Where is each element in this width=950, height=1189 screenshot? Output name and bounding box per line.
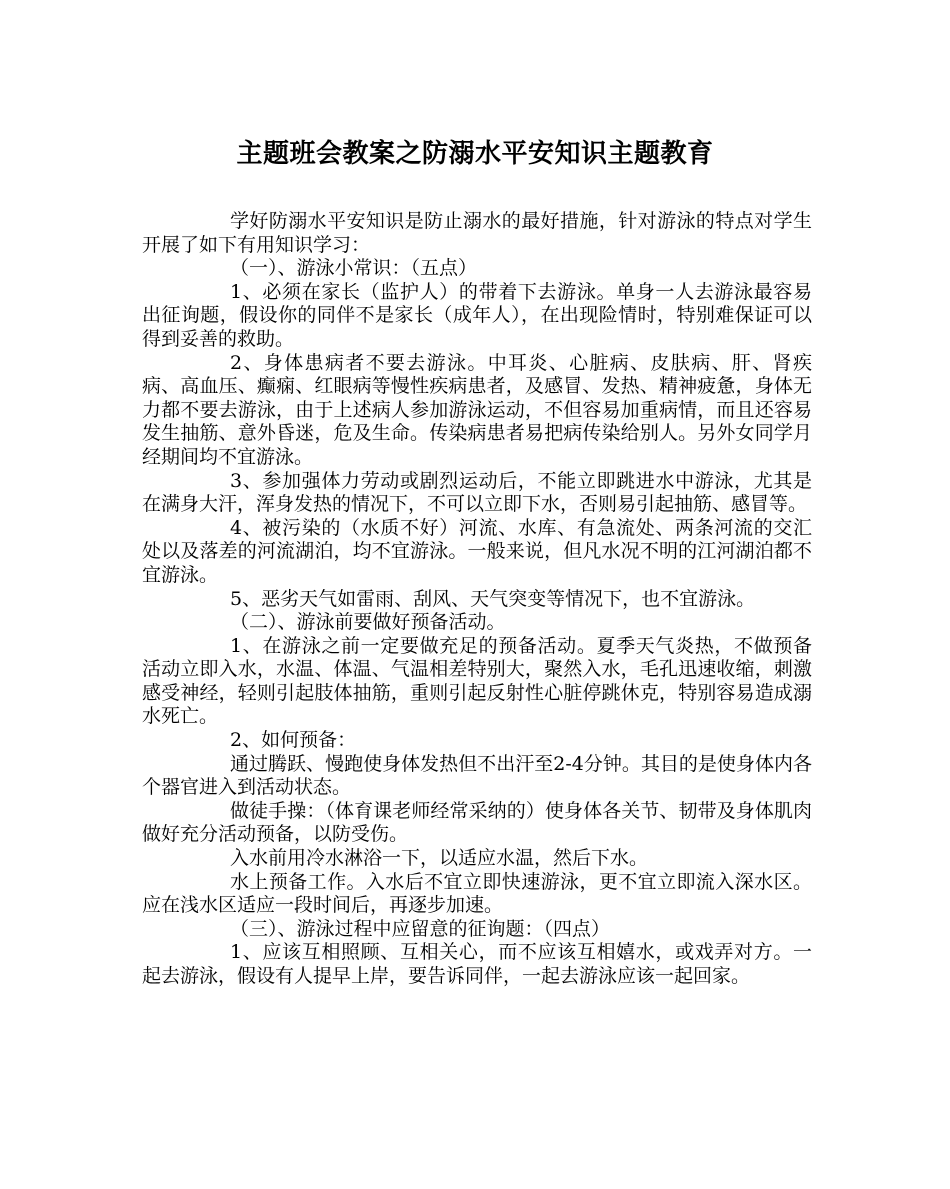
document-title: 主题班会教案之防溺水平安知识主题教育 xyxy=(236,139,714,169)
section-heading: （三）、游泳过程中应留意的征询题：（四点） xyxy=(230,917,611,940)
paragraph: 学好防溺水平安知识是防止溺水的最好措施，针对游泳的特点对学生开展了如下有用知识学习： xyxy=(142,210,812,256)
section-heading: （一）、游泳小常识：（五点） xyxy=(230,257,478,280)
paragraph: 1、必须在家长（监护人）的带着下去游泳。单身一人去游泳最容易出征询题，假设你的同伴不是家长（成年人），在出现险情时，特别难保证可以得到妥善的救助。 xyxy=(142,280,812,350)
paragraph: 1、应该互相照顾、互相关心，而不应该互相嬉水，或戏弄对方。一起去游泳，假设有人提早上岸，要告诉同伴，一起去游泳应该一起回家。 xyxy=(142,941,812,987)
paragraph: 5、恶劣天气如雷雨、刮风、天气突变等情况下，也不宜游泳。 xyxy=(230,587,756,610)
paragraph: 2、身体患病者不要去游泳。中耳炎、心脏病、皮肤病、肝、肾疾病、高血压、癫痫、红眼病等慢性疾病患者，及感冒、发热、精神疲惫，身体无力都不要去游泳，由于上述病人参加游泳运动，不但容易加重病情，而且还容易发生抽筋、意外昏迷，危及生命。传染病患者易把病传染给别人。另外女同学月经期间均不宜游泳。 xyxy=(142,351,812,468)
paragraph: 通过腾跃、慢跑使身体发热但不出汗至2-4分钟。其目的是使身体内各个器官进入到活动状态。 xyxy=(142,752,812,799)
paragraph: 水上预备工作。入水后不宜立即快速游泳，更不宜立即流入深水区。应在浅水区适应一段时间后，再逐步加速。 xyxy=(142,870,812,917)
paragraph: 3、参加强体力劳动或剧烈运动后，不能立即跳进水中游泳，尤其是在满身大汗，浑身发热的情况下，不可以立即下水，否则易引起抽筋、感冒等。 xyxy=(142,469,812,516)
paragraph: 2、如何预备： xyxy=(230,729,357,752)
paragraph: 入水前用冷水淋浴一下，以适应水温，然后下水。 xyxy=(230,847,649,870)
paragraph: 4、被污染的（水质不好）河流、水库、有急流处、两条河流的交汇处以及落差的河流湖泊，均不宜游泳。一般来说，但凡水况不明的江河湖泊都不宜游泳。 xyxy=(142,516,812,586)
section-heading: （二）、游泳前要做好预备活动。 xyxy=(230,611,506,634)
document-body xyxy=(142,210,812,989)
paragraph: 做徒手操：（体育课老师经常采纳的）使身体各关节、韧带及身体肌肉做好充分活动预备，以防受伤。 xyxy=(142,799,812,846)
paragraph: 1、在游泳之前一定要做充足的预备活动。夏季天气炎热，不做预备活动立即入水，水温、体温、气温相差特别大，聚然入水，毛孔迅速收缩，刺激感受神经，轻则引起肢体抽筋，重则引起反射性心脏停跳休克，特别容易造成溺水死亡。 xyxy=(142,634,812,728)
